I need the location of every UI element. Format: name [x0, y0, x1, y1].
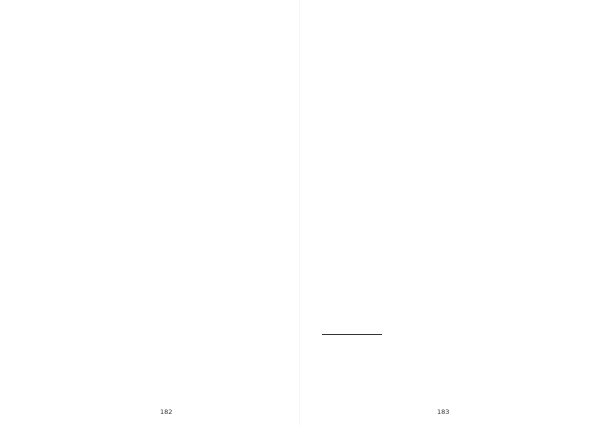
right-page — [300, 0, 600, 425]
left-page-number: 182 — [160, 408, 173, 416]
footnote-divider — [322, 334, 382, 335]
right-page-number: 183 — [437, 408, 450, 416]
